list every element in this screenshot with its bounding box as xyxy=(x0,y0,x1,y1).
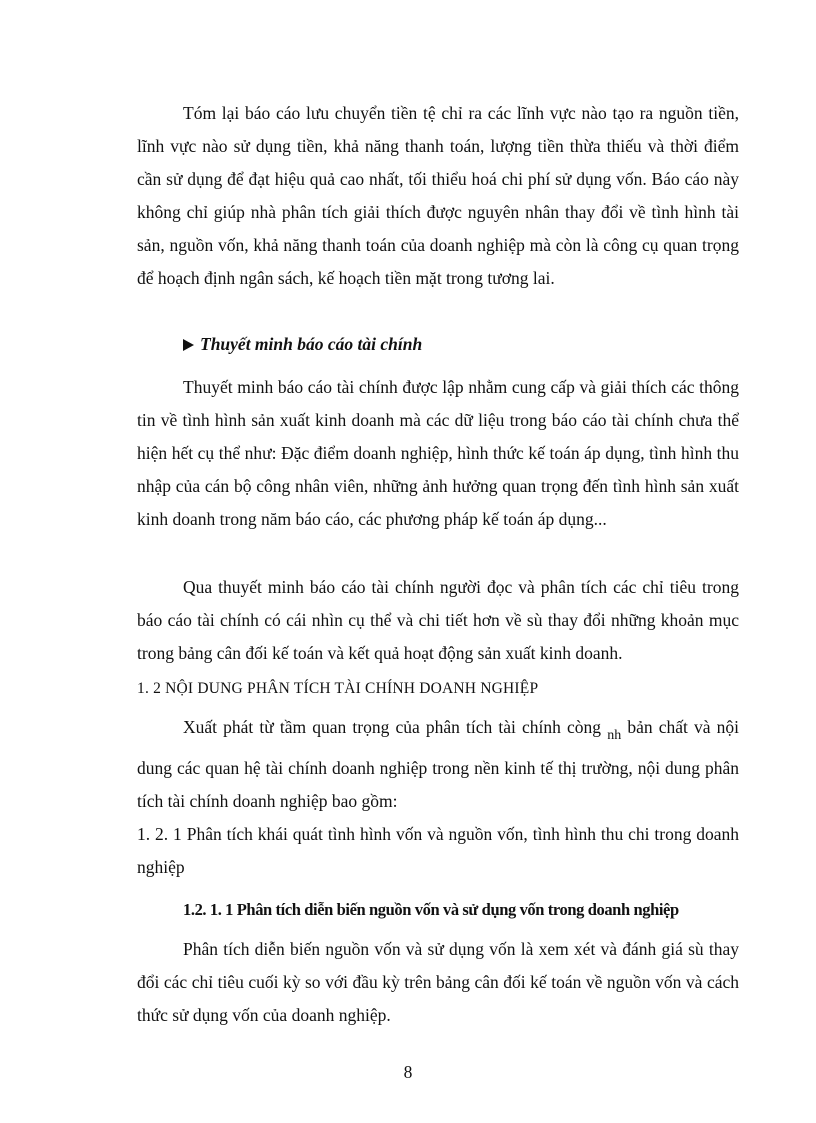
paragraph-content-intro xyxy=(137,711,739,818)
page-number: 8 xyxy=(403,1062,413,1082)
notes-heading xyxy=(183,334,422,355)
paragraph-analysis-desc: Phân tích diễn biến nguồn vốn và sử dụng vốn là xem xét và đánh giá sù thay đổi các chỉ tiêu cuối kỳ so với đầu kỳ trên bảng cân đối kế toán về nguồn vốn và cách thức sử dụng vốn của doanh nghiệp. xyxy=(137,939,739,1025)
content-intro-subscript: nh xyxy=(607,728,622,743)
section-heading-1-2: 1. 2 NỘI DUNG PHÂN TÍCH TÀI CHÍNH DOANH NGHIỆP xyxy=(137,680,539,697)
content-intro-part1: Xuất phát từ tầm quan trọng của phân tích tài chính còng xyxy=(183,717,602,737)
subsection-heading-1-2-1-1: 1.2. 1. 1 Phân tích diễn biến nguồn vốn và sử dụng vốn trong doanh nghiệp xyxy=(183,900,679,919)
arrow-bullet-icon xyxy=(183,339,194,351)
content-intro-part2: bản chất và nội dung các quan hệ tài chính doanh nghiệp trong nền kinh tế thị trường, nội dung phân tích tài chính doanh nghiệp bao gồm: xyxy=(137,717,740,811)
paragraph-intro-summary: Tóm lại báo cáo lưu chuyển tiền tệ chỉ ra các lĩnh vực nào tạo ra nguồn tiền, lĩnh vực nào sử dụng tiền, khả năng thanh toán, lượng tiền thừa thiếu và thời điểm cần sử dụng để đạt hiệu quả cao nhất, tối thiểu hoá chi phí sử dụng vốn. Báo cáo này không chỉ giúp nhà phân tích giải thích được nguyên nhân thay đổi về tình hình tài sản, nguồn vốn, khả năng thanh toán của doanh nghiệp mà còn là công cụ quan trọng để hoạch định ngân sách, kế hoạch tiền mặt trong tương lai. xyxy=(137,103,739,288)
paragraph-notes-purpose: Thuyết minh báo cáo tài chính được lập nhằm cung cấp và giải thích các thông tin về tình hình sản xuất kinh doanh mà các dữ liệu trong báo cáo tài chính chưa thể hiện hết cụ thể như: Đặc điểm doanh nghiệp, hình thức kế toán áp dụng, tình hình thu nhập của cán bộ công nhân viên, những ảnh hưởng quan trọng đến tình hình sản xuất kinh doanh trong năm báo cáo, các phương pháp kế toán áp dụng... xyxy=(137,377,739,529)
notes-heading-text: Thuyết minh báo cáo tài chính xyxy=(200,334,423,354)
paragraph-notes-reader: Qua thuyết minh báo cáo tài chính người đọc và phân tích các chỉ tiêu trong báo cáo tài chính có cái nhìn cụ thể và chi tiết hơn về sù thay đổi những khoản mục trong bảng cân đối kế toán và kết quả hoạt động sản xuất kinh doanh. xyxy=(137,577,739,663)
item-1-2-1: 1. 2. 1 Phân tích khái quát tình hình vốn và nguồn vốn, tình hình thu chi trong doanh nghiệp xyxy=(137,824,739,877)
